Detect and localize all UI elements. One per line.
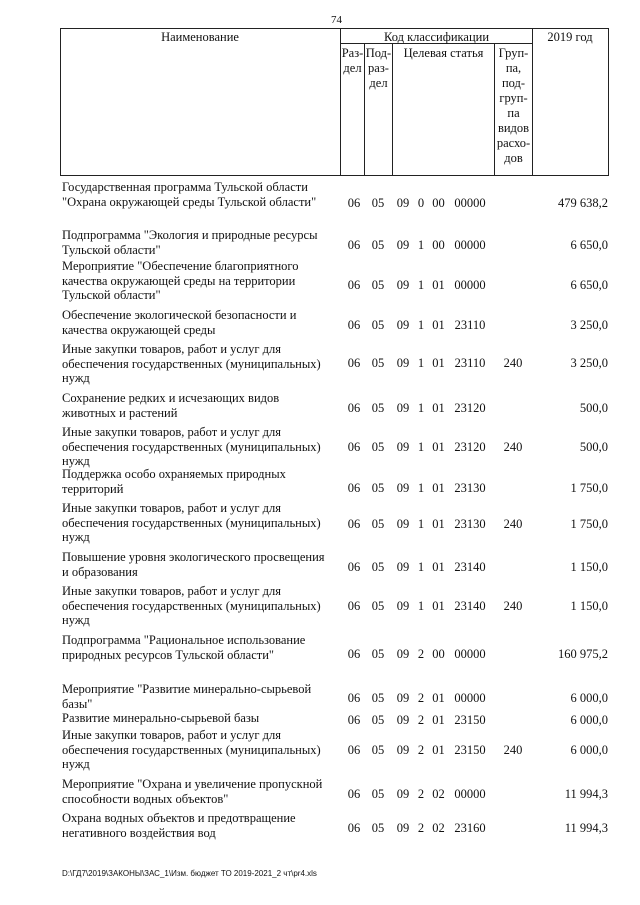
row-code-cs3: 01 (432, 599, 445, 613)
row-code-cs4: 00000 (454, 647, 486, 661)
row-code-rz: 06 (347, 440, 361, 454)
header-name: Наименование (161, 30, 239, 44)
row-code-rz: 06 (347, 560, 361, 574)
row-code-cs1: 09 (396, 743, 410, 757)
row-amount: 1 150,0 (570, 560, 608, 574)
row-code-cs4: 23160 (454, 821, 486, 835)
row-code-cs2: 1 (417, 560, 425, 574)
row-code-cs2: 1 (417, 599, 425, 613)
row-code-cs3: 00 (432, 238, 445, 252)
row-code-cs1: 09 (396, 238, 410, 252)
row-code-rz: 06 (347, 713, 361, 727)
row-amount: 3 250,0 (570, 356, 608, 370)
row-code-cs4: 23120 (454, 401, 486, 415)
row-code-cs1: 09 (396, 440, 410, 454)
row-code-cs3: 01 (432, 481, 445, 495)
row-name: Государственная программа Тульской области "Охрана окружающей среды Тульской области" (62, 180, 317, 209)
row-code-cs2: 1 (417, 440, 425, 454)
row-code-cs1: 09 (396, 401, 410, 415)
row-code-cs4: 23150 (454, 713, 486, 727)
row-code-cs3: 01 (432, 401, 445, 415)
row-code-vr: 240 (503, 440, 523, 454)
row-code-cs3: 02 (432, 787, 445, 801)
row-amount: 6 000,0 (570, 713, 608, 727)
row-code-pr: 05 (371, 599, 385, 613)
row-code-cs3: 01 (432, 440, 445, 454)
row-code-cs4: 23130 (454, 517, 486, 531)
row-code-cs1: 09 (396, 356, 410, 370)
row-amount: 11 994,3 (564, 821, 608, 835)
row-code-cs4: 23140 (454, 599, 486, 613)
row-amount: 11 994,3 (564, 787, 608, 801)
row-code-pr: 05 (371, 787, 385, 801)
row-amount: 6 000,0 (570, 691, 608, 705)
row-code-pr: 05 (371, 481, 385, 495)
row-code-rz: 06 (347, 517, 361, 531)
row-code-cs3: 01 (432, 560, 445, 574)
row-name: Мероприятие "Развитие минерально-сырьевой базы" (62, 682, 312, 711)
row-code-cs2: 2 (417, 821, 425, 835)
row-amount: 1 750,0 (570, 481, 608, 495)
row-amount: 6 650,0 (570, 238, 608, 252)
row-code-cs1: 09 (396, 278, 410, 292)
row-code-rz: 06 (347, 278, 361, 292)
row-code-cs3: 01 (432, 517, 445, 531)
row-code-cs2: 1 (417, 401, 425, 415)
row-code-cs4: 00000 (454, 787, 486, 801)
row-code-rz: 06 (347, 691, 361, 705)
row-code-cs1: 09 (396, 517, 410, 531)
row-code-pr: 05 (371, 691, 385, 705)
row-code-cs2: 2 (417, 713, 425, 727)
row-code-pr: 05 (371, 647, 385, 661)
row-code-cs1: 09 (396, 196, 410, 210)
row-code-pr: 05 (371, 356, 385, 370)
file-path-footer: D:\ГД7\2019\ЗАКОНЫ\ЗАС_1\Изм. бюджет ТО 2019-2021_2 чт\pr4.xls (62, 869, 317, 878)
row-code-vr: 240 (503, 743, 523, 757)
row-code-rz: 06 (347, 356, 361, 370)
row-code-cs4: 00000 (454, 238, 486, 252)
row-code-cs2: 2 (417, 647, 425, 661)
header-group: Груп- па, под- груп- па видов расхо- дов (496, 46, 531, 165)
header-classification: Код классификации (383, 30, 490, 44)
row-code-rz: 06 (347, 238, 361, 252)
row-code-cs2: 2 (417, 691, 425, 705)
row-name: Поддержка особо охраняемых природных территорий (62, 467, 286, 496)
row-name: Иные закупки товаров, работ и услуг для обеспечения государственных (муниципальных) нужд (62, 728, 321, 771)
row-amount: 3 250,0 (570, 318, 608, 332)
row-code-pr: 05 (371, 517, 385, 531)
row-code-cs4: 00000 (454, 278, 486, 292)
row-amount: 500,0 (579, 440, 608, 454)
row-code-cs4: 23130 (454, 481, 486, 495)
row-code-pr: 05 (371, 713, 385, 727)
row-code-cs2: 1 (417, 517, 425, 531)
row-code-cs2: 1 (417, 481, 425, 495)
row-code-cs3: 01 (432, 713, 445, 727)
row-code-rz: 06 (347, 196, 361, 210)
row-code-cs4: 23110 (454, 356, 486, 370)
row-amount: 500,0 (579, 401, 608, 415)
row-code-rz: 06 (347, 599, 361, 613)
row-code-rz: 06 (347, 647, 361, 661)
row-name: Повышение уровня экологического просвещения и образования (62, 550, 325, 579)
header-divider (392, 43, 393, 175)
row-code-cs4: 00000 (454, 691, 486, 705)
page-number: 74 (331, 14, 342, 26)
row-code-cs2: 1 (417, 318, 425, 332)
row-code-cs1: 09 (396, 787, 410, 801)
row-code-cs3: 02 (432, 821, 445, 835)
row-code-pr: 05 (371, 560, 385, 574)
row-name: Мероприятие "Охрана и увеличение пропускной способности водных объектов" (62, 777, 323, 806)
row-code-cs2: 2 (417, 787, 425, 801)
row-code-cs4: 23150 (454, 743, 486, 757)
row-code-pr: 05 (371, 743, 385, 757)
row-name: Иные закупки товаров, работ и услуг для обеспечения государственных (муниципальных) нужд (62, 584, 321, 627)
row-name: Мероприятие "Обеспечение благоприятного качества окружающей среды на территории Тульской области" (62, 259, 299, 302)
row-name: Развитие минерально-сырьевой базы (62, 711, 260, 725)
row-code-cs3: 01 (432, 356, 445, 370)
row-code-cs3: 01 (432, 691, 445, 705)
row-code-cs3: 00 (432, 196, 445, 210)
row-name: Охрана водных объектов и предотвращение негативного воздействия вод (62, 811, 296, 840)
row-code-vr: 240 (503, 599, 523, 613)
row-code-pr: 05 (371, 196, 385, 210)
row-name: Обеспечение экологической безопасности и качества окружающей среды (62, 308, 297, 337)
row-code-rz: 06 (347, 743, 361, 757)
row-code-cs3: 01 (432, 318, 445, 332)
row-name: Иные закупки товаров, работ и услуг для обеспечения государственных (муниципальных) нужд (62, 425, 321, 468)
row-code-pr: 05 (371, 318, 385, 332)
row-code-cs4: 23140 (454, 560, 486, 574)
row-amount: 6 650,0 (570, 278, 608, 292)
header-target: Целевая статья (403, 46, 484, 60)
row-name: Подпрограмма "Рациональное использование природных ресурсов Тульской области" (62, 633, 306, 662)
row-code-cs4: 00000 (454, 196, 486, 210)
row-code-cs1: 09 (396, 560, 410, 574)
row-code-cs1: 09 (396, 318, 410, 332)
row-code-vr: 240 (503, 356, 523, 370)
header-divider (532, 28, 533, 175)
row-code-cs4: 23110 (454, 318, 486, 332)
row-amount: 160 975,2 (558, 647, 608, 661)
row-code-cs1: 09 (396, 713, 410, 727)
row-code-cs2: 2 (417, 743, 425, 757)
row-amount: 479 638,2 (558, 196, 608, 210)
row-code-pr: 05 (371, 821, 385, 835)
header-section: Раз- дел (341, 46, 364, 75)
row-code-pr: 05 (371, 401, 385, 415)
header-year: 2019 год (547, 30, 593, 44)
row-amount: 6 000,0 (570, 743, 608, 757)
row-code-cs3: 00 (432, 647, 445, 661)
row-code-cs2: 1 (417, 356, 425, 370)
row-code-rz: 06 (347, 318, 361, 332)
row-name: Иные закупки товаров, работ и услуг для обеспечения государственных (муниципальных) нужд (62, 501, 321, 544)
row-name: Подпрограмма "Экология и природные ресурсы Тульской области" (62, 228, 318, 257)
row-code-cs2: 1 (417, 238, 425, 252)
row-code-cs3: 01 (432, 278, 445, 292)
row-code-cs1: 09 (396, 821, 410, 835)
row-code-cs1: 09 (396, 599, 410, 613)
row-code-cs4: 23120 (454, 440, 486, 454)
row-code-rz: 06 (347, 821, 361, 835)
row-code-cs1: 09 (396, 481, 410, 495)
row-code-pr: 05 (371, 238, 385, 252)
row-code-rz: 06 (347, 481, 361, 495)
row-code-pr: 05 (371, 440, 385, 454)
row-code-cs2: 1 (417, 278, 425, 292)
row-code-rz: 06 (347, 787, 361, 801)
row-code-rz: 06 (347, 401, 361, 415)
row-code-cs3: 01 (432, 743, 445, 757)
row-name: Иные закупки товаров, работ и услуг для обеспечения государственных (муниципальных) нужд (62, 342, 321, 385)
row-code-pr: 05 (371, 278, 385, 292)
row-code-vr: 240 (503, 517, 523, 531)
row-amount: 1 150,0 (570, 599, 608, 613)
row-code-cs1: 09 (396, 691, 410, 705)
row-name: Сохранение редких и исчезающих видов животных и растений (62, 391, 280, 420)
row-code-cs1: 09 (396, 647, 410, 661)
header-subsection: Под- раз- дел (365, 46, 392, 90)
row-amount: 1 750,0 (570, 517, 608, 531)
row-code-cs2: 0 (417, 196, 425, 210)
